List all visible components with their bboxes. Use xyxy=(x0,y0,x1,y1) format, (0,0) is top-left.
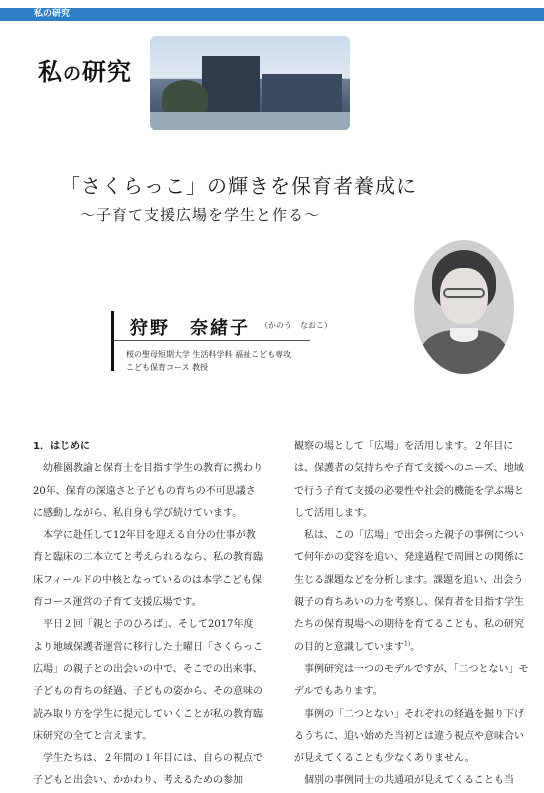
portrait-collar xyxy=(450,328,478,342)
campus-photo xyxy=(150,36,350,130)
author-horizontal-rule xyxy=(114,340,310,341)
paragraph: 幼稚園教諭と保育士を目指す学生の教育に携わり20年、保育の深遠さと子どもの育ちの不可思議さに感動しながら、私自身も学び続けています。 xyxy=(33,463,263,519)
portrait-glasses xyxy=(443,288,485,298)
article-subtitle: 〜子育て支援広場を学生と作る〜 xyxy=(80,206,321,224)
section-header-bar xyxy=(0,8,544,21)
author-name: 狩野 奈緒子 xyxy=(130,318,250,339)
paragraph: 個別の事例同士の共通項が見えてくることも当 xyxy=(304,775,514,787)
author-vertical-rule xyxy=(111,311,114,371)
body-column-right xyxy=(294,436,530,793)
building-shape xyxy=(262,74,342,112)
series-title-c: 研究 xyxy=(82,57,132,86)
paragraph xyxy=(294,525,530,659)
footnote-ref: 1) xyxy=(404,640,411,648)
series-title xyxy=(38,52,132,87)
author-reading: （かのう なおこ） xyxy=(260,321,332,330)
ground-shape xyxy=(150,112,350,130)
paragraph: 事例研究は一つのモデルですが、「二つとない」モデルでもあります。 xyxy=(294,663,529,698)
author-affiliation xyxy=(126,348,366,374)
paragraph-end: 。 xyxy=(410,641,421,653)
series-title-a: 私 xyxy=(38,57,63,86)
building-shape xyxy=(202,56,260,112)
paragraph: 観察の場として「広場」を活用します。２年目には、保護者の気持ちや子育て支援へのニーズ、地域で行う子育て支援の必要性や社会的機能を学ぶ場として活用します。 xyxy=(294,441,524,519)
author-portrait xyxy=(414,240,514,374)
series-title-b: の xyxy=(63,64,82,85)
body-column-left xyxy=(33,436,263,793)
affiliation-line: 桜の聖母短期大学 生活科学科 福祉こども専攻 xyxy=(126,350,292,359)
article-title: 「さくらっこ」の輝きを保育者養成に xyxy=(60,174,417,198)
paragraph: 本学に赴任して12年目を迎える自分の仕事が教育と臨床の二本立てと考えられるなら、私の教育臨床フィールドの中核となっているのは本学こども保育コース運営の子育て支援広場です。 xyxy=(33,530,263,609)
affiliation-line: こども保育コース 教授 xyxy=(126,363,209,372)
paragraph: 事例の「二つとない」それぞれの経過を掘り下げるうちに、追い始めた当初とは違う視点や意味合いが見えてくることも少なくありません。 xyxy=(294,708,524,765)
paragraph: 平日２回「親と子のひろば」、そして2017年度より地域保護者運営に移行した土曜日「さくらっこ広場」の親子との出会いの中で、そこでの出来事、子どもの育ちの経過、子どもの姿から、その意味の読み取り方を学生に提元していくことが私の教育臨床研究の全てと言えます。 xyxy=(33,619,263,742)
section-heading: 1．はじめに xyxy=(33,441,90,452)
section-label: 私の研究 xyxy=(34,9,71,19)
tree-shape xyxy=(162,80,208,114)
paragraph-text: 私は、この「広場」で出会った親子の事例について何年かの変容を追い、発達過程で周囲との関係に生じる課題などを分析します。課題を追い、出会う親子の育ちあいの力を考察し、保育者を目指す学生たちの保育現場への期待を育てることも、私の研究の目的と意識しています xyxy=(294,530,524,653)
paragraph: 学生たちは、２年間の１年目には、自らの視点で子どもと出会い、かかわり、考えるための参加 xyxy=(33,753,263,787)
